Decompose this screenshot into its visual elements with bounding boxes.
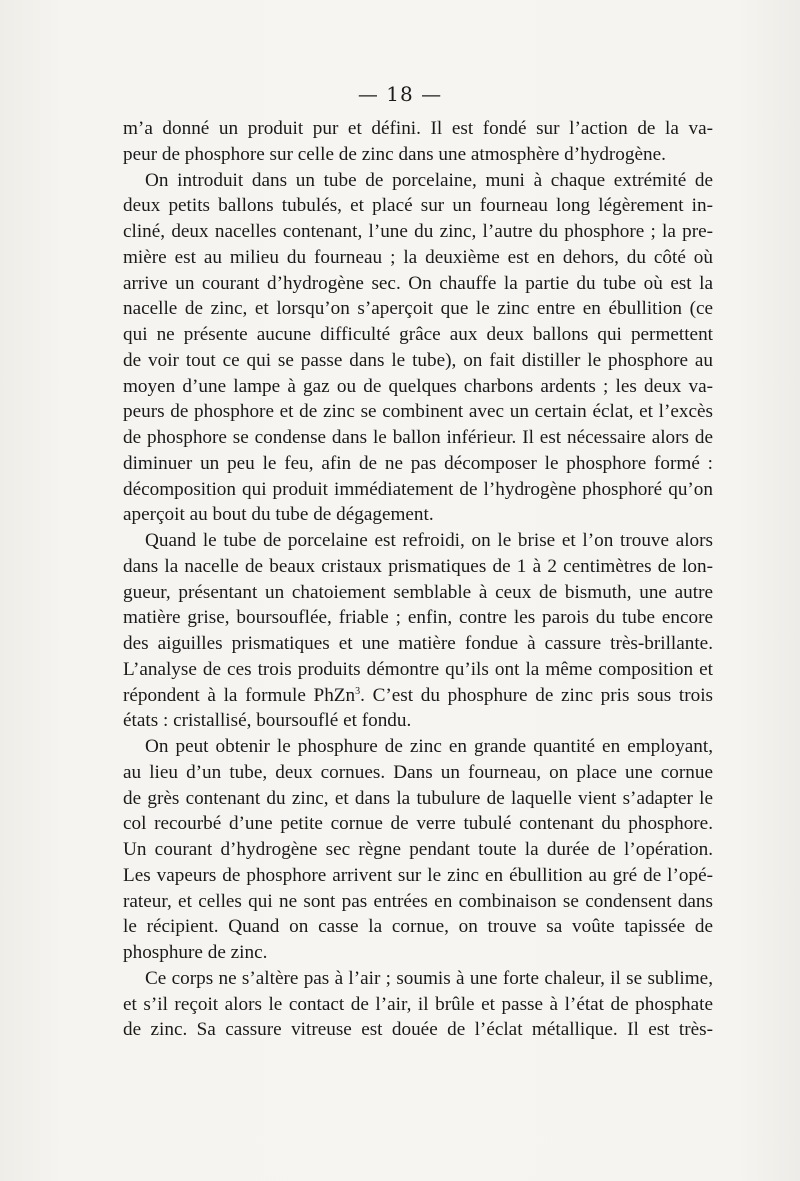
text-line: peurs de phosphore et de zinc se combinent avec un certain éclat, et l’excès [123,401,713,423]
text-line: On introduit dans un tube de porcelaine, muni à chaque extrémité de [145,169,713,191]
text-line: phosphure de zinc. [123,942,268,963]
text-line: nacelle de zinc, et lorsqu’on s’aperçoit que le zinc entre en ébullition (ce [123,298,713,320]
body-text [123,116,713,1043]
text-line: au lieu d’un tube, deux cornues. Dans un fourneau, on place une cornue [123,761,713,783]
text-line: Un courant d’hydrogène sec règne pendant toute la durée de l’opération. [123,839,713,860]
text-line: moyen d’une lampe à gaz ou de quelques charbons ardents ; les deux va- [123,375,713,397]
text-line: Ce corps ne s’altère pas à l’air ; soumis à une forte chaleur, il se sublime, [145,967,713,989]
text-line: qui ne présente aucune difficulté grâce aux deux ballons qui permettent [123,324,713,345]
text-line: col recourbé d’une petite cornue de verre tubulé contenant du phosphore. [123,813,713,835]
text-line: aperçoit au bout du tube de dégagement. [123,504,434,526]
text-line: et s’il reçoit alors le contact de l’air, il brûle et passe à l’état de phosphate [123,993,713,1015]
text-line: mière est au milieu du fourneau ; la deuxième est en dehors, du côté où [123,246,713,268]
text-line: m’a donné un produit pur et défini. Il est fondé sur l’action de la va- [123,118,713,139]
text-line: des aiguilles prismatiques et une matière fondue à cassure très-brillante. [123,633,713,654]
text-line: cliné, deux nacelles contenant, l’une du zinc, l’autre du phosphore ; la pre- [123,221,713,242]
paragraph-3 [123,528,713,734]
text-line: de zinc. Sa cassure vitreuse est douée de l’éclat métallique. Il est très- [123,1019,713,1041]
paragraph-4 [123,734,713,966]
text-line: arrive un courant d’hydrogène sec. On chauffe la partie du tube où est la [123,272,713,294]
text-line: rateur, et celles qui ne sont pas entrées en combinaison se condensent dans [123,890,713,912]
text-line: le récipient. Quand on casse la cornue, on trouve sa voûte tapissée de [123,916,713,938]
text-line: Les vapeurs de phosphore arrivent sur le zinc en ébullition au gré de l’opé- [123,864,713,886]
text-line: Quand le tube de porcelaine est refroidi, on le brise et l’on trouve alors [145,530,713,551]
formula-text-after: . C’est du phosphure de zinc pris sous trois [360,684,713,706]
paragraph-5 [123,966,713,1043]
text-line: de voir tout ce qui se passe dans le tube), on fait distiller le phosphore au [123,349,713,371]
text-line: matière grise, boursouflée, friable ; enfin, contre les parois du tube encore [123,607,713,629]
text-line: de phosphore se condense dans le ballon inférieur. Il est nécessaire alors de [123,427,713,448]
text-line: gueur, présentant un chatoiement semblable à ceux de bismuth, une autre [123,581,713,603]
page-number: — 18 — [357,82,443,106]
text-line: On peut obtenir le phosphure de zinc en grande quantité en employant, [145,736,713,757]
text-line: peur de phosphore sur celle de zinc dans une atmosphère d’hydrogène. [123,143,666,165]
text-line: états : cristallisé, boursouflé et fondu. [123,710,412,732]
formula-line [123,683,713,709]
formula-text-before: répondent à la formule PhZn [123,684,356,706]
text-line: L’analyse de ces trois produits démontre qu’ils ont la même composition et [123,658,713,680]
paragraph-1 [123,116,713,168]
text-line: diminuer un peu le feu, afin de ne pas décomposer le phosphore formé : [123,452,713,474]
text-line: de grès contenant du zinc, et dans la tubulure de laquelle vient s’adapter le [123,787,713,809]
paragraph-2 [123,168,713,529]
text-line: décomposition qui produit immédiatement de l’hydrogène phosphoré qu’on [123,478,713,500]
text-line: dans la nacelle de beaux cristaux prismatiques de 1 à 2 centimètres de lon- [123,555,713,577]
formula-superscript: 3 [355,685,361,697]
text-line: deux petits ballons tubulés, et placé sur un fourneau long légèrement in- [123,195,713,217]
